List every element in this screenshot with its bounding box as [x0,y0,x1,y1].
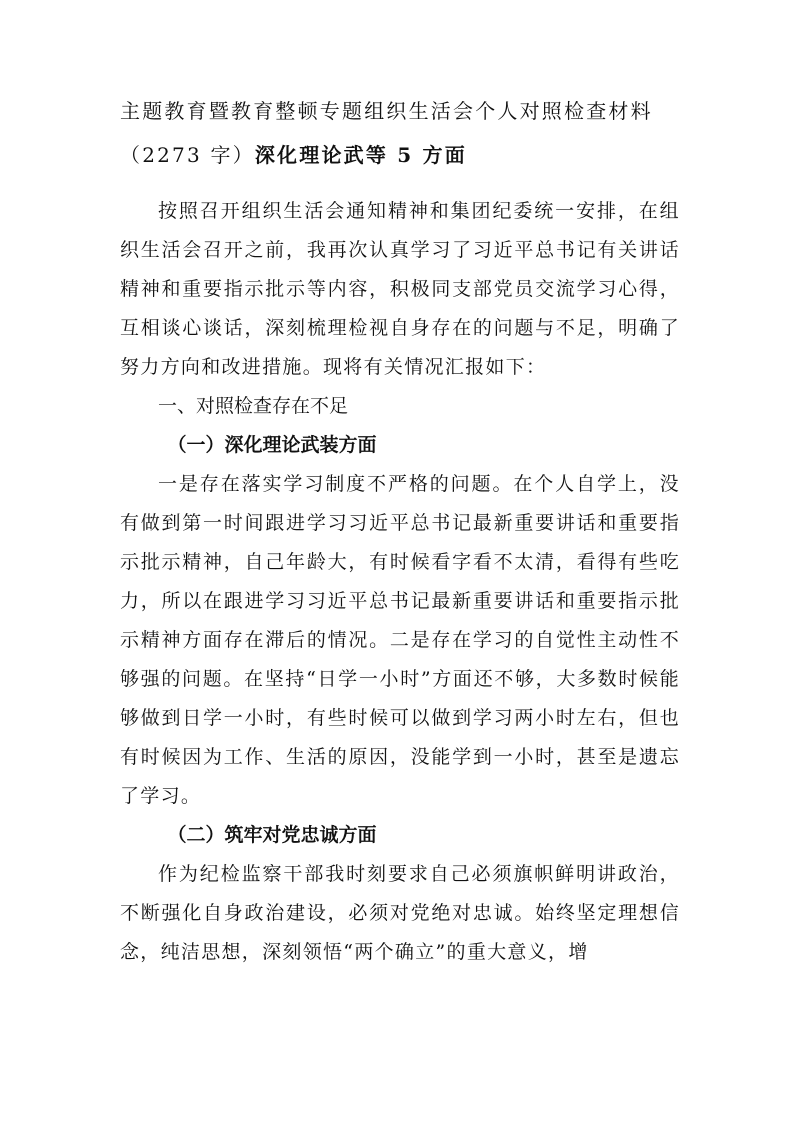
subsection-1-paragraph: 一是存在落实学习制度不严格的问题。在个人自学上，没有做到第一时间跟进学习习近平总书记最新重要讲话和重要指示批示精神，自己年龄大，有时候看字看不太清，看得有些吃力，所以在跟进学习习近平总书记最新重要讲话和重要指示批示精神方面存在滞后的情况。二是存在学习的自觉性主动性不够强的问题。在坚持“日学一小时”方面还不够，大多数时候能够做到日学一小时，有些时候可以做到学习两小时左右，但也有时候因为工作、生活的原因，没能学到一小时，甚至是遗忘了学习。 [120,473,680,807]
subsection-2-paragraph: 作为纪检监察干部我时刻要求自己必须旗帜鲜明讲政治，不断强化自身政治建设，必须对党绝对忠诚。始终坚定理想信念，纯洁思想，深刻领悟“两个确立”的重大意义，增 [120,863,680,963]
section-heading-1: 一、对照检查存在不足 [158,395,349,417]
subsection-heading-2: （二）筑牢对党忠诚方面 [167,824,377,846]
document-title: 主题教育暨教育整顿专题组织生活会个人对照检查材料 [120,99,653,123]
document-subtitle [120,140,680,170]
intro-paragraph: 按照召开组织生活会通知精神和集团纪委统一安排，在组织生活会召开之前，我再次认真学习了习近平总书记有关讲话精神和重要指示批示等内容，积极同支部党员交流学习心得，互相谈心谈话，深刻梳理检视自身存在的问题与不足，明确了努力方向和改进措施。现将有关情况汇报如下： [120,200,680,378]
document-body [120,96,680,972]
word-count-label: （2273 字） [120,143,255,167]
subtitle-topic: 深化理论武等 5 方面 [254,143,467,167]
subsection-heading-1: （一）深化理论武装方面 [167,434,377,456]
